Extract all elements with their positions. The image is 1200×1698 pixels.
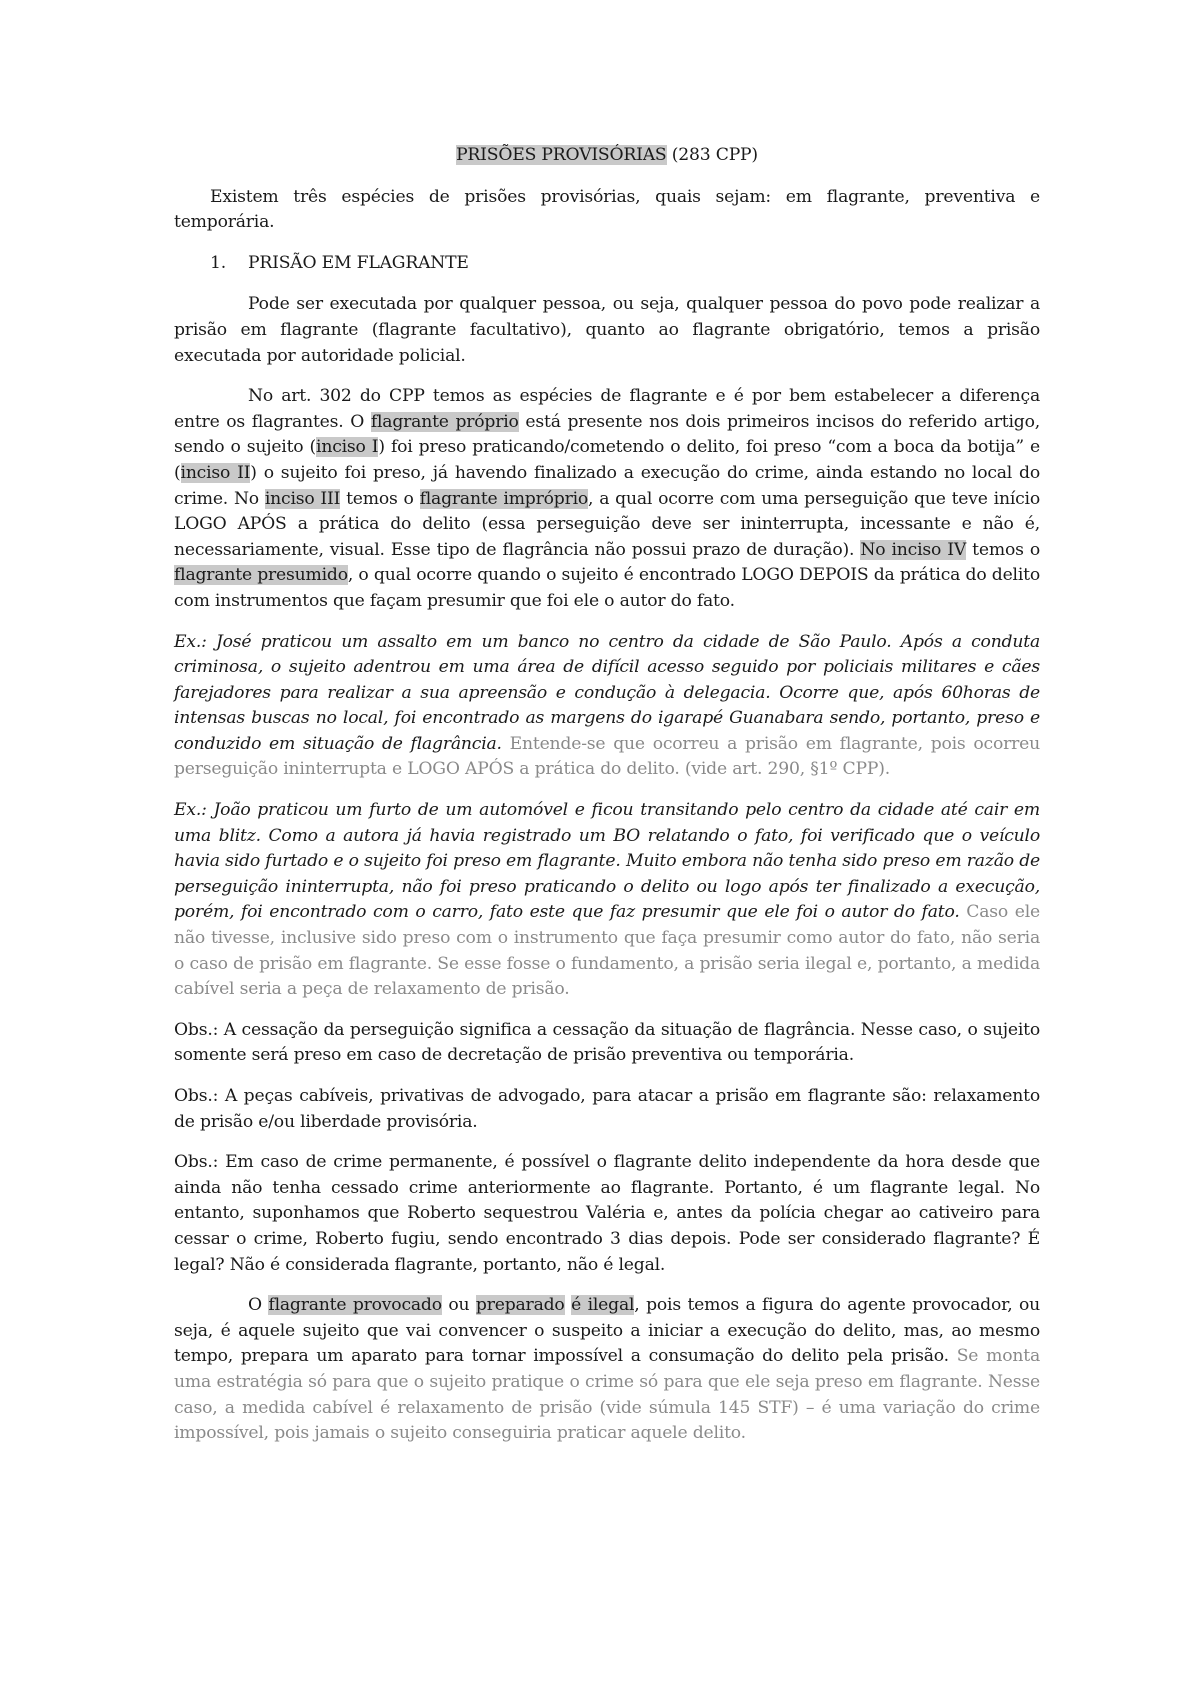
highlight-preparado: preparado — [475, 1295, 565, 1316]
highlight-flagrante-improprio: flagrante impróprio — [419, 488, 589, 509]
section-heading — [210, 251, 1040, 277]
example-2-text: Ex.: João praticou um furto de um automóvel e ficou transitando pelo centro da cidade até cair em uma blitz. Como a autora já havia registrado um BO relatando o fato, foi verificado que o veículo havia sido furtado e o sujeito foi preso em flagrante. Muito embora não tenha sido preso em razão de perseguição ininterrupta, não foi preso praticando o delito ou logo após ter finalizado a execução, porém, foi encontrado com o carro, fato este que faz presumir que ele foi o autor do fato. — [174, 800, 1040, 923]
observation-1: Obs.: A cessação da perseguição significa a cessação da situação de flagrância. Nesse caso, o sujeito somente será preso em caso de decretação de prisão preventiva ou temporária. — [174, 1019, 1040, 1066]
text-run: No art. 302 do CPP temos as espécies de flagrante e é por bem estabelecer a diferença entre os flagrantes. O — [174, 386, 1040, 432]
text-run: , pois temos a figura do agente provocador, ou seja, é aquele sujeito que vai convencer o suspeito a iniciar a execução do delito, mas, ao mesmo tempo, prepara um aparato para tornar impossível a consumação do delito pela prisão. — [174, 1295, 1041, 1367]
highlight-flagrante-provocado: flagrante provocado — [268, 1295, 442, 1316]
text-run: ) foi preso praticando/cometendo o delito, foi preso “com a boca da botija” e ( — [174, 437, 1040, 483]
example-2 — [174, 798, 1040, 1003]
intro-paragraph: Existem três espécies de prisões provisórias, quais sejam: em flagrante, preventiva e temporária. — [174, 186, 1040, 233]
text-run: ) o sujeito foi preso, já havendo finalizado a execução do crime, ainda estando no local do crime. No — [174, 462, 1040, 509]
text-run: temos o — [966, 539, 1040, 560]
highlight-inciso-1: inciso I — [316, 437, 379, 458]
highlight-inciso-3: inciso III — [264, 488, 341, 509]
highlight-inciso-4: No inciso IV — [860, 539, 967, 560]
example-1-comment: Entende-se que ocorreu a prisão em flagrante, pois ocorreu perseguição ininterrupta e LOGO APÓS a prática do delito. (vide art. 290, §1º CPP). — [174, 733, 1040, 780]
paragraph-executor: Pode ser executada por qualquer pessoa, ou seja, qualquer pessoa do povo pode realizar a prisão em flagrante (flagrante facultativo), quanto ao flagrante obrigatório, temos a prisão executada por autoridade policial. — [174, 294, 1040, 366]
section-title: PRISÃO EM FLAGRANTE — [248, 252, 469, 273]
title-rest: (283 CPP) — [666, 145, 758, 165]
highlight-e-ilegal: é ilegal — [571, 1295, 635, 1316]
text-run: ou — [441, 1295, 476, 1316]
highlight-flagrante-presumido: flagrante presumido — [174, 565, 348, 586]
highlight-flagrante-proprio: flagrante próprio — [370, 411, 519, 432]
text-run: está presente nos dois primeiros incisos do referido artigo, sendo o sujeito ( — [174, 411, 1040, 458]
text-run: , o qual ocorre quando o sujeito é encontrado LOGO DEPOIS da prática do delito com instrumentos que façam presumir que foi ele o autor do fato. — [174, 565, 1040, 611]
paragraph-flagrante-provocado — [174, 1293, 1040, 1447]
section-number: 1. — [210, 252, 226, 273]
example-1-text: Ex.: José praticou um assalto em um banco no centro da cidade de São Paulo. Após a conduta criminosa, o sujeito adentrou em uma área de difícil acesso seguido por policiais militares e cães farejadores para realizar a sua apreensão e condução à delegacia. Ocorre que, após 60horas de intensas buscas no local, foi encontrado as margens do igarapé Guanabara sendo, portanto, preso e conduzido em situação de flagrância. — [174, 631, 1040, 754]
example-2-comment: Caso ele não tivesse, inclusive sido preso com o instrumento que faça presumir como autor do fato, não seria o caso de prisão em flagrante. Se esse fosse o fundamento, a prisão seria ilegal e, portanto, a medida cabível seria a peça de relaxamento de prisão. — [174, 902, 1040, 1000]
paragraph-especies — [174, 384, 1040, 614]
title-highlight: PRISÕES PROVISÓRIAS — [456, 145, 667, 165]
document-title — [174, 143, 1040, 169]
observation-3: Obs.: Em caso de crime permanente, é possível o flagrante delito independente da hora desde que ainda não tenha cessado crime anteriormente ao flagrante. Portanto, é um flagrante legal. No entanto, suponhamos que Roberto sequestrou Valéria e, antes da polícia chegar ao cativeiro para cessar o crime, Roberto fugiu, sendo encontrado 3 dias depois. Pode ser considerado flagrante? É legal? Não é considerada flagrante, portanto, não é legal. — [174, 1152, 1040, 1275]
text-run: O — [248, 1295, 269, 1316]
text-run: temos o — [340, 488, 420, 509]
example-1 — [174, 630, 1040, 784]
text-run: , a qual ocorre com uma perseguição que teve início LOGO APÓS a prática do delito (essa perseguição deve ser ininterrupta, incessante e não é, necessariamente, visual. Esse tipo de flagrância não possui prazo de duração). — [174, 488, 1040, 560]
provocado-comment: Se monta uma estratégia só para que o sujeito pratique o crime só para que ele seja preso em flagrante. Nesse caso, a medida cabível é relaxamento de prisão (vide súmula 145 STF) – é uma variação do crime impossível, pois jamais o sujeito conseguiria praticar aquele delito. — [174, 1346, 1040, 1444]
observation-2: Obs.: A peças cabíveis, privativas de advogado, para atacar a prisão em flagrante são: relaxamento de prisão e/ou liberdade provisória. — [174, 1086, 1040, 1132]
highlight-inciso-2: inciso II — [180, 462, 251, 483]
